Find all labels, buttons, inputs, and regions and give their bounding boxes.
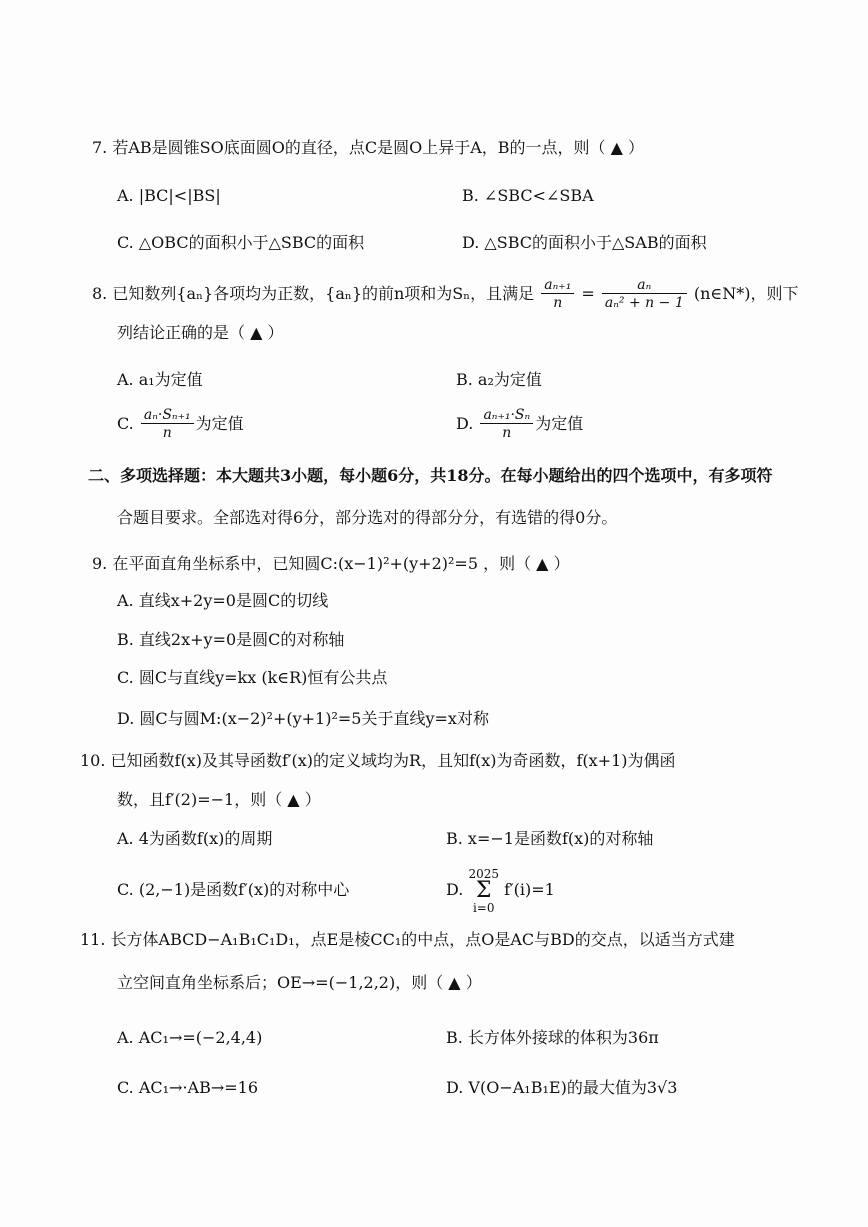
- q8-option-d-label: D.: [456, 414, 474, 433]
- q8-option-d-tail: 为定值: [535, 414, 584, 433]
- q9-option-a: A. 直线x+2y=0是圆C的切线: [117, 591, 329, 610]
- q11-option-d: D. V(O−A₁B₁E)的最大值为3√3: [446, 1078, 678, 1097]
- q8-option-d-num: aₙ₊₁·Sₙ: [480, 407, 533, 424]
- q9-stem: 9. 在平面直角坐标系中，已知圆C:(x−1)²+(y+2)²=5 ，则（ ▲ ）: [92, 554, 570, 573]
- q8-option-d-den: n: [502, 425, 512, 441]
- q10-option-d-tail: f′(i)=1: [504, 880, 555, 899]
- q8-frac2-num: aₙ: [602, 277, 687, 294]
- q10-option-d: [446, 862, 555, 918]
- q10-sum-upper: 2025: [468, 866, 499, 881]
- q10-sum-lower: i=0: [472, 900, 495, 915]
- q11-option-c: C. AC₁→·AB→=16: [117, 1078, 259, 1097]
- q8-equals: =: [581, 284, 595, 303]
- q8-option-c-fraction: [141, 407, 194, 442]
- q10-option-a: A. 4为函数f(x)的周期: [117, 829, 273, 848]
- q7-option-b: B. ∠SBC<∠SBA: [462, 186, 594, 205]
- q7-option-a: A. |BC|<|BS|: [117, 186, 221, 205]
- q8-option-a: A. a₁为定值: [117, 370, 203, 389]
- q9-option-c: C. 圆C与直线y=kx (k∈R)恒有公共点: [117, 668, 388, 687]
- q8-option-c: [117, 404, 244, 444]
- q8-stem-line2: 列结论正确的是（ ▲ ）: [117, 323, 284, 342]
- q11-option-a: A. AC₁→=(−2,4,4): [117, 1028, 263, 1047]
- q10-summation: [468, 868, 499, 914]
- q10-stem-line2: 数，且f′(2)=−1，则（ ▲ ）: [117, 790, 321, 809]
- q8-frac1-num: aₙ₊₁: [541, 277, 574, 294]
- q8-fraction-right: [602, 277, 687, 312]
- section2-header-line2: 合题目要求。全部选对得6分，部分选对的得部分分，有选错的得0分。: [117, 508, 618, 527]
- q11-stem: 11. 长方体ABCD−A₁B₁C₁D₁，点E是棱CC₁的中点，点O是AC与BD的交点，以适当方式建: [80, 930, 735, 949]
- q7-option-d: D. △SBC的面积小于△SAB的面积: [462, 233, 707, 252]
- q10-option-d-label: D.: [446, 880, 464, 899]
- q7-stem: 7. 若AB是圆锥SO底面圆O的直径，点C是圆O上异于A，B的一点，则（ ▲ ）: [92, 138, 645, 157]
- q8-option-b: B. a₂为定值: [456, 370, 542, 389]
- q8-stem-pre: 8. 已知数列{aₙ}各项均为正数，{aₙ}的前n项和为Sₙ，且满足: [92, 284, 535, 303]
- q8-frac1-den: n: [553, 295, 563, 311]
- q7-option-c: C. △OBC的面积小于△SBC的面积: [117, 233, 365, 252]
- q10-stem: 10. 已知函数f(x)及其导函数f′(x)的定义域均为R，且知f(x)为奇函数，f(x+1)为偶函: [80, 751, 676, 770]
- q8-option-d: [456, 404, 583, 444]
- q8-condition: (n∈N*)，则下: [693, 284, 799, 303]
- sigma-icon: Σ: [475, 877, 492, 903]
- q8-option-c-tail: 为定值: [195, 414, 244, 433]
- q11-option-b: B. 长方体外接球的体积为36π: [446, 1028, 659, 1047]
- section2-header: 二、多项选择题：本大题共3小题，每小题6分，共18分。在每小题给出的四个选项中，有多项符: [88, 466, 773, 485]
- q8-option-c-den: n: [162, 425, 172, 441]
- q10-option-b: B. x=−1是函数f(x)的对称轴: [446, 829, 654, 848]
- q9-option-d: D. 圆C与圆M:(x−2)²+(y+1)²=5关于直线y=x对称: [117, 709, 489, 728]
- q8-option-d-fraction: [480, 407, 533, 442]
- q10-option-c: C. (2,−1)是函数f′(x)的对称中心: [117, 880, 350, 899]
- q9-option-b: B. 直线2x+y=0是圆C的对称轴: [117, 630, 345, 649]
- q8-stem: [92, 274, 798, 314]
- q8-fraction-left: [541, 277, 574, 312]
- q11-stem-line2: 立空间直角坐标系后；OE→=(−1,2,2)，则（ ▲ ）: [117, 973, 482, 992]
- q8-option-c-label: C.: [117, 414, 134, 433]
- q8-option-c-num: aₙ·Sₙ₊₁: [141, 407, 194, 424]
- q8-frac2-den: aₙ² + n − 1: [604, 295, 684, 311]
